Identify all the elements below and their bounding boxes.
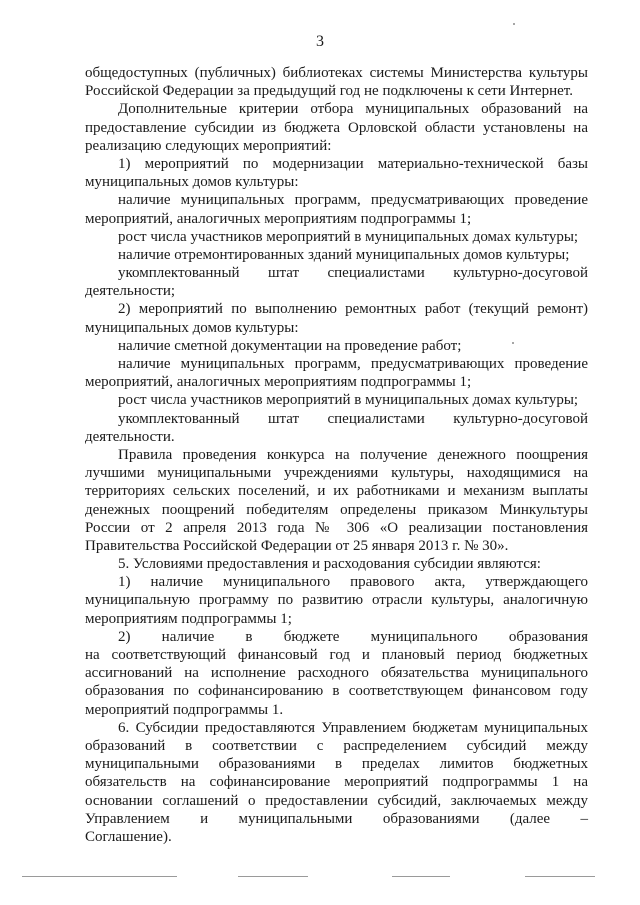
text-line: деятельности; (85, 283, 176, 300)
text-line: обязательств на софинансирование мероприятий подпрограммы 1 на (85, 774, 588, 791)
text-line: Соглашение). (85, 828, 172, 845)
scan-artifact-line (392, 876, 450, 877)
text-line: предоставление субсидии из бюджета Орловской области установлены на (85, 119, 588, 136)
text-line: России от 2 апреля 2013 года № 306 «О реализации постановления (85, 519, 588, 536)
scan-speck (513, 23, 515, 25)
text-line: наличие муниципальных программ, предусматривающих проведение (118, 356, 588, 372)
text-line: Правила проведения конкурса на получение денежного поощрения (118, 446, 588, 463)
text-line: основании соглашений о предоставлении субсидий, заключаемых между (85, 792, 588, 809)
text-line: муниципальных домов культуры: (85, 174, 299, 191)
text-line: 1) наличие муниципального правового акта, утверждающего (118, 574, 588, 591)
text-line: муниципальную программу по развитию отрасли культуры, аналогичную (85, 592, 588, 609)
text-line: укомплектованный штат специалистами культурно-досуговой (118, 410, 588, 427)
text-line: укомплектованный штат специалистами культурно-досуговой (118, 265, 588, 282)
text-line: денежных поощрений победителям определены приказом Минкультуры (85, 501, 588, 518)
text-line: 1) мероприятий по модернизации материально-технической базы (118, 155, 588, 172)
page-number: 3 (316, 33, 324, 50)
text-line: наличие отремонтированных зданий муниципальных домов культуры; (118, 246, 570, 263)
text-line: образования по софинансированию в соответствующем финансовом году (85, 683, 588, 700)
document-body (85, 64, 588, 846)
text-line: на соответствующий финансовый год и плановый период бюджетных (85, 647, 588, 663)
text-line: реализацию следующих мероприятий: (85, 137, 332, 154)
text-line: наличие муниципальных программ, предусматривающих проведение (118, 192, 588, 209)
text-line: мероприятий подпрограммы 1. (85, 701, 284, 718)
text-line: Управлением и муниципальными образованиями (далее – (85, 810, 588, 827)
text-line: рост числа участников мероприятий в муниципальных домах культуры; (118, 228, 579, 245)
text-line: территориях сельских поселений, и их работниками и механизм выплаты (85, 483, 588, 500)
text-line: мероприятий, аналогичных мероприятиям подпрограммы 1; (85, 210, 472, 227)
scan-artifact-line (22, 876, 177, 877)
text-line: муниципальных домов культуры: (85, 319, 299, 336)
text-line: деятельности. (85, 428, 175, 445)
text-line: мероприятиям подпрограммы 1; (85, 610, 292, 627)
scan-speck (512, 342, 514, 344)
text-line: 2) наличие в бюджете муниципального образования (118, 628, 588, 645)
text-line: Правительства Российской Федерации от 25 января 2013 г. № 30». (85, 537, 509, 554)
scan-artifact-line (238, 876, 308, 877)
text-line: 2) мероприятий по выполнению ремонтных работ (текущий ремонт) (118, 301, 588, 318)
text-line: образований в соответствии с распределением субсидий между (85, 737, 588, 754)
scan-artifact-line (525, 876, 595, 877)
text-line: 5. Условиями предоставления и расходования субсидии являются: (118, 556, 541, 573)
text-line: мероприятий, аналогичных мероприятиям подпрограммы 1; (85, 374, 472, 391)
text-line: Российской Федерации за предыдущий год не подключены к сети Интернет. (85, 83, 573, 100)
text-line: наличие сметной документации на проведение работ; (118, 337, 462, 354)
text-line: лучшими муниципальными учреждениями культуры, находящимися на (85, 465, 588, 482)
text-line: 6. Субсидии предоставляются Управлением бюджетам муниципальных (118, 719, 588, 736)
text-line: муниципальными образованиями в пределах лимитов бюджетных (85, 756, 588, 773)
text-line: Дополнительные критерии отбора муниципальных образований на (118, 101, 588, 118)
text-line: ассигнований на исполнение расходного обязательства муниципального (85, 665, 588, 682)
text-line: общедоступных (публичных) библиотеках системы Министерства культуры (85, 65, 588, 81)
text-line: рост числа участников мероприятий в муниципальных домах культуры; (118, 392, 579, 409)
